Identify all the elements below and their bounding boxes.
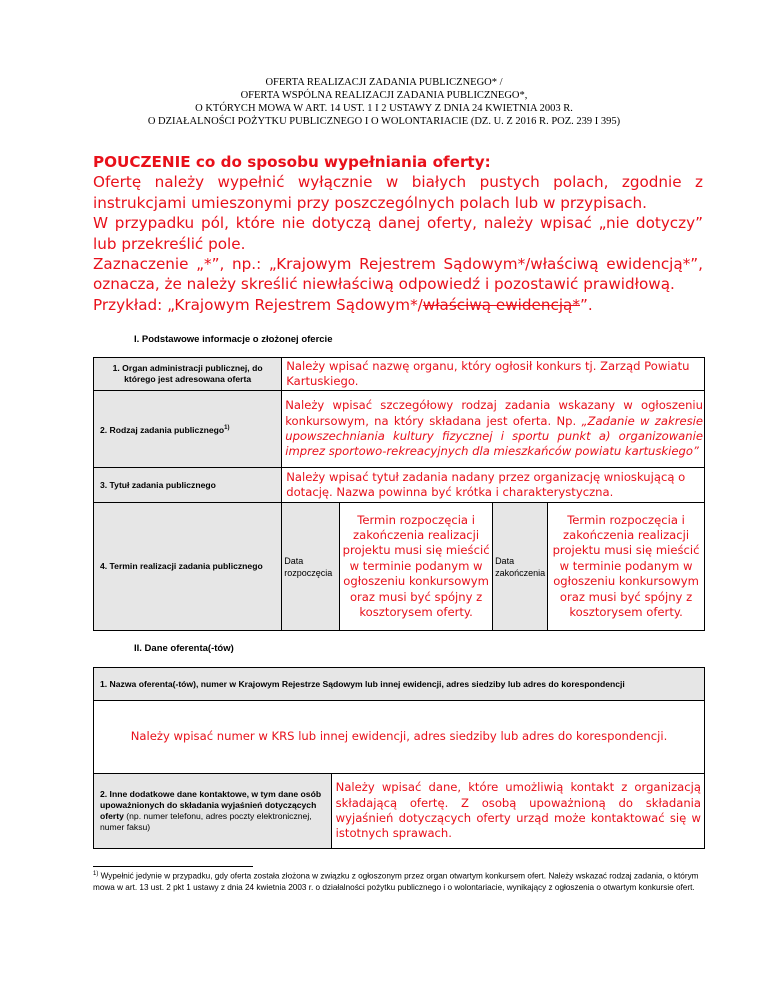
task-type-field[interactable]: Należy wpisać szczegółowy rodzaj zadania wskazany w ogłoszeniu konkursowym, na który składana jest oferta. Np. „Zadanie w zakresie upowszechniania kultury fizycznej i sportu punkt a) organizowanie imprez sportowo-rekreacyjnych dla mieszkańców powiatu kartuskiego” (282, 391, 705, 468)
header-line: O KTÓRYCH MOWA W ART. 14 UST. 1 I 2 USTAWY Z DNIA 24 KWIETNIA 2003 R. (195, 103, 573, 114)
table-row (94, 774, 705, 849)
instructions-title: POUCZENIE co do sposobu wypełniania oferty: (93, 153, 491, 171)
oferent-name-field[interactable]: Należy wpisać numer w KRS lub innej ewidencji, adres siedziby lub adres do korespondencji. (94, 701, 705, 774)
instructions-block (93, 152, 703, 315)
end-date-label: Data zakończenia (493, 503, 548, 631)
start-date-field[interactable]: Termin rozpoczęcia i zakończenia realizacji projektu musi się mieścić w terminie podanym w ogłoszeniu konkursowym oraz musi być spójny z kosztorysem oferty. (340, 503, 493, 631)
end-date-field[interactable]: Termin rozpoczęcia i zakończenia realizacji projektu musi się mieścić w terminie podanym w ogłoszeniu konkursowym oraz musi być spójny z kosztorysem oferty. (548, 503, 705, 631)
table-row (94, 391, 705, 468)
footnote-mark: 1) (224, 424, 230, 431)
instructions-line: W przypadku pól, które nie dotyczą danej oferty, należy wpisać „nie dotyczy” lub przekreślić pole. (93, 214, 703, 253)
header-line: O DZIAŁALNOŚCI POŻYTKU PUBLICZNEGO I O WOLONTARIACIE (DZ. U. Z 2016 R. POZ. 239 I 395) (147, 116, 621, 127)
footnote-text: Wypełnić jedynie w przypadku, gdy oferta została złożona w związku z ogłoszonym przez organ otwartym konkursem ofert. Należy wskazać rodzaj zadania, o którym mowa w art. 13 ust. 2 pkt 1 ustawy z dnia 24 kwietnia 2003 r. o działalności pożytku publicznego i o wolontariacie, wynikający z ogłoszenia o otwartym konkursie ofert. (93, 871, 699, 892)
table-row (94, 468, 705, 503)
field-label: 4. Termin realizacji zadania publicznego (94, 503, 282, 631)
start-date-label: Data rozpoczęcia (282, 503, 340, 631)
field-label: 2. Inne dodatkowe dane kontaktowe, w tym dane osób upoważnionych do składania wyjaśnień dotyczących oferty (np. numer telefonu, adres poczty elektronicznej, numer faksu) (94, 774, 332, 849)
header-line: OFERTA REALIZACJI ZADANIA PUBLICZNEGO* / (265, 77, 503, 88)
field-label: 1. Nazwa oferenta(-tów), numer w Krajowym Rejestrze Sądowym lub innej ewidencji, adres siedziby lub adres do korespondencji (94, 668, 705, 701)
section-2-title: II. Dane oferenta(-tów) (134, 643, 234, 654)
document-header (0, 76, 768, 128)
footnote (93, 869, 703, 893)
table-row (94, 503, 705, 631)
organ-field[interactable]: Należy wpisać nazwę organu, który ogłosił konkurs tj. Zarząd Powiatu Kartuskiego. (282, 358, 705, 391)
section-2-table (93, 667, 705, 849)
example-prefix: Przykład: „Krajowym Rejestrem Sądowym*/ (93, 295, 423, 314)
section-1-title: I. Podstawowe informacje o złożonej ofercie (134, 334, 333, 345)
footnote-mark: 1) (93, 871, 99, 877)
contact-data-field[interactable]: Należy wpisać dane, które umożliwią kontakt z organizacją składającą ofertę. Z osobą upoważnioną do składania wyjaśnień dotyczących oferty urząd może kontaktować się w istotnych sprawach. (331, 774, 704, 849)
field-label: 2. Rodzaj zadania publicznego$^{1)}$ (94, 391, 282, 468)
table-row (94, 358, 705, 391)
instructions-example (93, 295, 703, 315)
field-label: 3. Tytuł zadania publicznego (94, 468, 282, 503)
table-row (94, 668, 705, 701)
section-1-table (93, 357, 705, 631)
header-line: OFERTA WSPÓLNA REALIZACJI ZADANIA PUBLICZNEGO*, (240, 90, 528, 101)
field-label: 1. Organ administracji publicznej, do którego jest adresowana oferta (94, 358, 282, 391)
footnote-divider (93, 866, 253, 867)
example-suffix: ”. (579, 295, 593, 314)
instructions-line: Zaznaczenie „*”, np.: „Krajowym Rejestrem Sądowym*/właściwą ewidencją*”, oznacza, że należy skreślić niewłaściwą odpowiedź i pozostawić prawidłową. (93, 255, 703, 294)
task-title-field[interactable]: Należy wpisać tytuł zadania nadany przez organizację wnioskującą o dotację. Nazwa powinna być krótka i charakterystyczna. (282, 468, 705, 503)
table-row (94, 701, 705, 774)
example-struck: właściwą ewidencją* (422, 295, 580, 314)
instructions-line: Ofertę należy wypełnić wyłącznie w białych pustych polach, zgodnie z instrukcjami umieszonymi przy poszczególnych polach lub w przypisach. (93, 173, 703, 212)
